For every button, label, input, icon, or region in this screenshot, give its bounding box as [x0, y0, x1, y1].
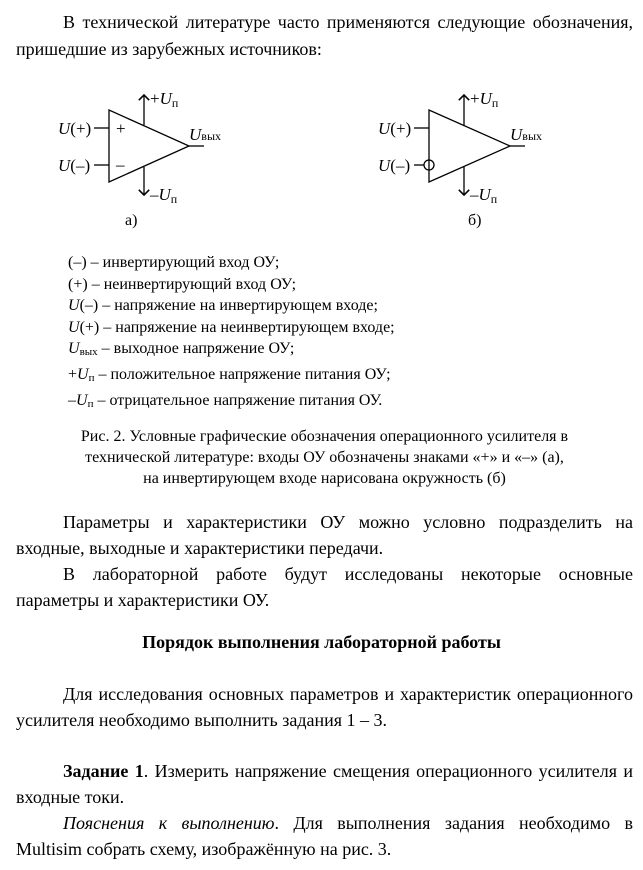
- legend-item: $-U_п$ – отрицательное напряжение питания ОУ.: [68, 391, 383, 410]
- opamp-figure: [0, 80, 643, 240]
- opamp-a: [94, 95, 204, 195]
- svg-text:+: +: [116, 119, 126, 138]
- svg-text:+Uп: +Uп: [150, 89, 179, 110]
- legend-item: $U_{вых}$ – выходное напряжение ОУ;: [68, 340, 295, 359]
- svg-text:U(+): U(+): [58, 119, 92, 138]
- task-1-note: Пояснения к выполнению. Для выполнения задания необходимо в Multisim собрать схему, изображённую на рис. 3.: [16, 813, 633, 859]
- opamp-b: [414, 95, 525, 195]
- legend-item: U(–) – напряжение на инвертирующем входе;: [68, 297, 378, 315]
- svg-text:б): б): [468, 212, 482, 229]
- svg-text:–Uп: –Uп: [150, 185, 178, 206]
- paragraph-parameters: Параметры и характеристики ОУ можно условно подразделить на входные, выходные и характеристики передачи.: [16, 512, 633, 558]
- section-heading: Порядок выполнения лабораторной работы: [142, 632, 501, 652]
- figure-caption: Рис. 2. Условные графические обозначения операционного усилителя в технической литературе: входы ОУ обозначены знаками «+» и «–» (а), на инвертирующем входе нарисована окружность (б): [80, 428, 569, 487]
- svg-text:а): а): [125, 212, 138, 229]
- legend-item: (–) – инвертирующий вход ОУ;: [68, 254, 280, 271]
- task-1-paragraph: Задание 1. Измерить напряжение смещения операционного усилителя и входные токи.: [16, 761, 633, 807]
- svg-text:–: –: [116, 155, 125, 174]
- svg-text:U(+): U(+): [378, 119, 412, 138]
- svg-text:U(–): U(–): [378, 156, 411, 175]
- legend-item: U(+) – напряжение на неинвертирующем входе;: [68, 318, 395, 336]
- symbol-legend: [68, 252, 395, 415]
- svg-text:U(–): U(–): [58, 156, 91, 175]
- legend-item: $+U_п$ – положительное напряжение питания ОУ;: [68, 365, 391, 384]
- svg-text:Uвых: Uвых: [510, 125, 543, 144]
- svg-text:Uвых: Uвых: [189, 125, 222, 144]
- svg-text:+Uп: +Uп: [470, 89, 499, 110]
- legend-item: (+) – неинвертирующий вход ОУ;: [68, 275, 297, 293]
- paragraph-lab-work: В лабораторной работе будут исследованы некоторые основные параметры и характеристики ОУ.: [16, 564, 633, 610]
- svg-text:–Uп: –Uп: [470, 185, 498, 206]
- paragraph-tasks: Для исследования основных параметров и характеристик операционного усилителя необходимо выполнить задания 1 – 3.: [16, 684, 633, 730]
- intro-paragraph: В технической литературе часто применяются следующие обозначения, пришедшие из зарубежных источников:: [16, 12, 633, 59]
